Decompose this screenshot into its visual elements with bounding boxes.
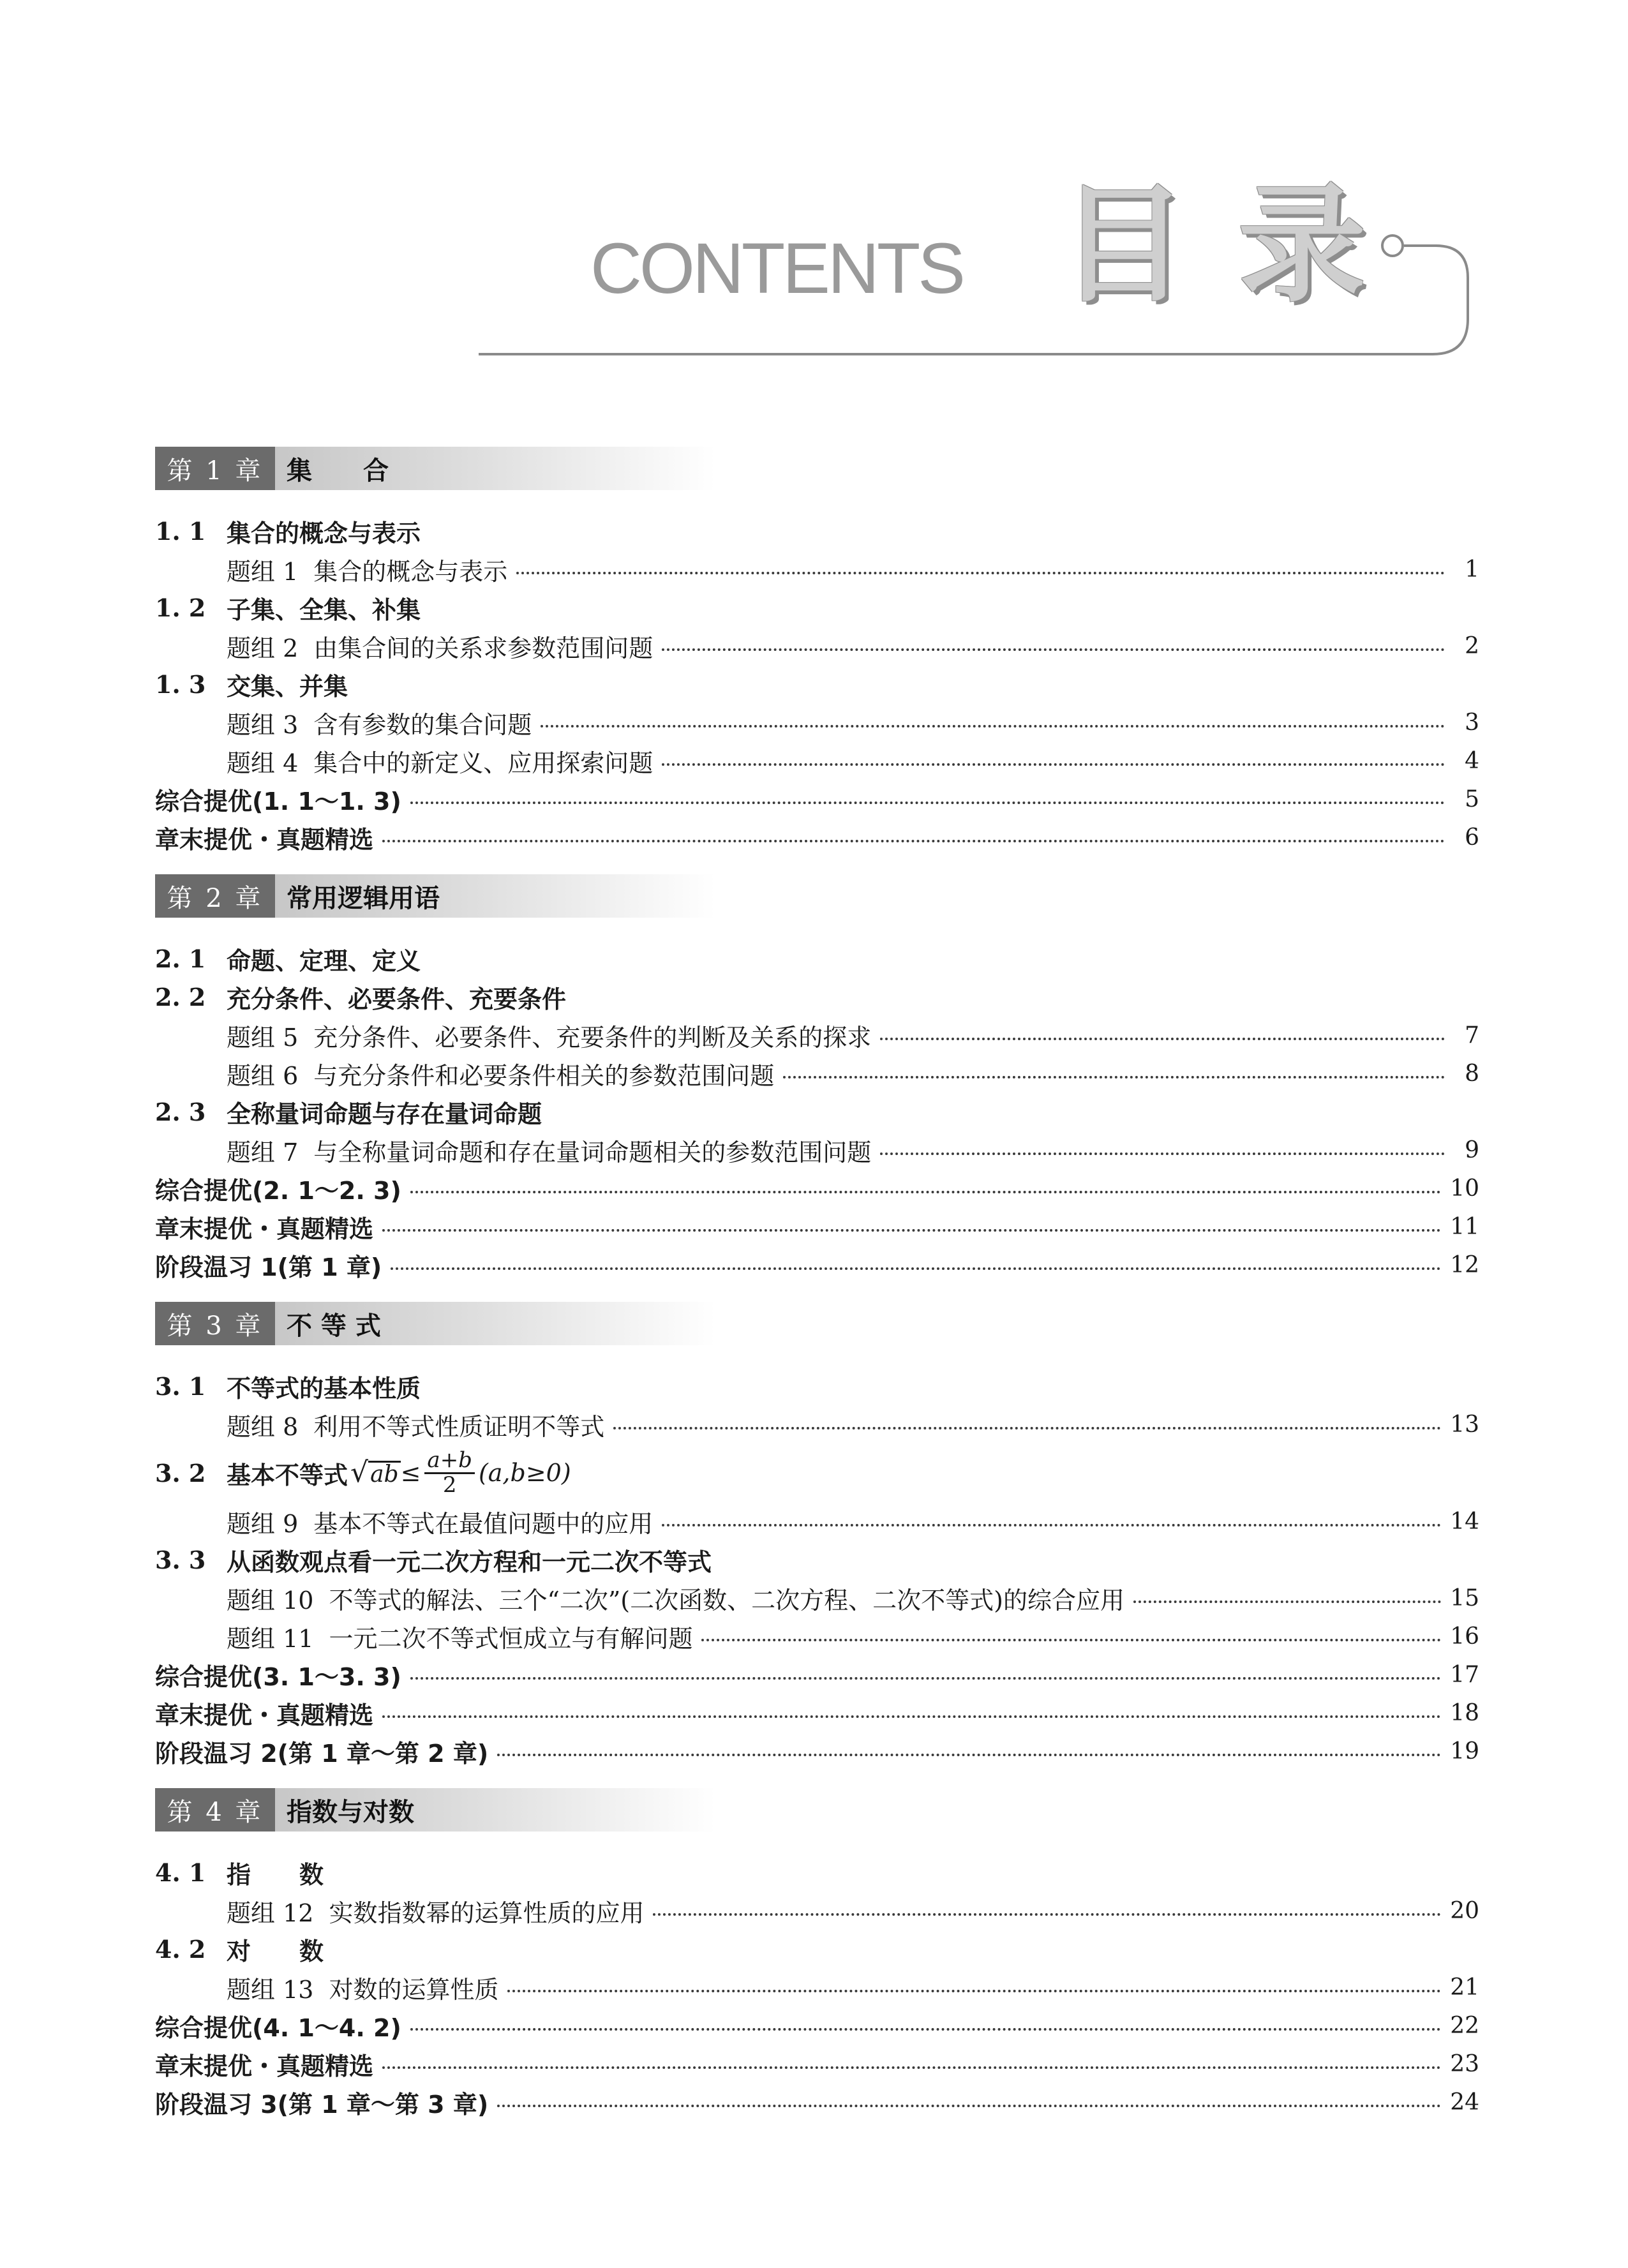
entry-title: 阶段温习 1(第 1 章)	[155, 1253, 382, 1281]
section-number: 2. 2	[155, 982, 206, 1011]
page-number: 23	[1450, 2050, 1479, 2077]
dot-leader	[382, 840, 1445, 842]
section-heading[interactable]	[155, 978, 1479, 1016]
chapter-spacer	[155, 1345, 1479, 1367]
toc-entry[interactable]	[155, 1131, 1479, 1169]
chapter-gap	[155, 1770, 1479, 1788]
group-number: 题组 7	[227, 1138, 299, 1167]
chapter-heading	[155, 874, 1479, 918]
entry-title: 集合中的新定义、应用探索问题	[313, 749, 653, 777]
toc-entry[interactable]	[155, 1968, 1479, 2006]
entry-title: 不等式的解法、三个“二次”(二次函数、二次方程、二次不等式)的综合应用	[329, 1586, 1124, 1615]
section-number: 4. 1	[155, 1858, 206, 1887]
dot-leader	[880, 1038, 1445, 1040]
page-number: 14	[1450, 1508, 1479, 1535]
toc-entry[interactable]	[155, 703, 1479, 742]
section-number: 3. 3	[155, 1545, 206, 1574]
page-number: 6	[1465, 824, 1479, 851]
toc-entry[interactable]	[155, 627, 1479, 665]
section-number: 4. 2	[155, 1934, 206, 1964]
chapter-title: 指数与对数	[275, 1788, 715, 1832]
toc-entry[interactable]	[155, 1054, 1479, 1093]
page-number: 13	[1450, 1411, 1479, 1438]
chapter-spacer	[155, 490, 1479, 512]
page-number: 18	[1450, 1699, 1479, 1726]
title-char-lu: 录	[1238, 171, 1366, 320]
section-heading[interactable]	[155, 1930, 1479, 1968]
fraction	[424, 1449, 475, 1496]
entry-title: 与全称量词命题和存在量词命题相关的参数范围问题	[313, 1138, 872, 1167]
entry-title: 章末提优・真题精选	[155, 1701, 374, 1729]
dot-leader	[1133, 1600, 1441, 1603]
page-number: 22	[1450, 2012, 1479, 2039]
chapter-spacer	[155, 1832, 1479, 1853]
dot-leader	[541, 725, 1445, 727]
group-number: 题组 9	[227, 1509, 299, 1538]
section-title: 全称量词命题与存在量词命题	[227, 1100, 542, 1128]
toc-entry[interactable]	[155, 1732, 1479, 1770]
group-number: 题组 3	[227, 710, 299, 739]
group-number: 题组 1	[227, 557, 299, 586]
group-number: 题组 4	[227, 749, 299, 777]
fraction-denominator: 2	[442, 1472, 457, 1498]
page-number: 19	[1450, 1738, 1479, 1764]
entry-title: 由集合间的关系求参数范围问题	[313, 634, 653, 662]
toc-entry[interactable]	[155, 780, 1479, 818]
toc-entry[interactable]	[155, 550, 1479, 588]
page-number: 4	[1465, 747, 1479, 774]
page-number: 3	[1465, 709, 1479, 736]
section-title: 对 数	[227, 1937, 324, 1966]
toc-entry[interactable]	[155, 1502, 1479, 1541]
sqrt-argument: ab	[368, 1461, 401, 1487]
toc-entry[interactable]	[155, 1655, 1479, 1694]
chapter-title: 常用逻辑用语	[275, 874, 715, 918]
dot-leader	[410, 1677, 1441, 1680]
entry-title: 章末提优・真题精选	[155, 1214, 374, 1243]
section-heading[interactable]	[155, 1093, 1479, 1131]
section-heading[interactable]	[155, 939, 1479, 978]
page-title	[1047, 171, 1404, 329]
section-number: 3. 1	[155, 1371, 206, 1401]
group-number: 题组 11	[227, 1624, 314, 1653]
chapter-title: 集 合	[275, 447, 715, 490]
entry-title: 综合提优(2. 1～2. 3)	[155, 1176, 401, 1205]
section-title: 指 数	[227, 1860, 324, 1889]
section-title: 不等式的基本性质	[227, 1374, 421, 1403]
section-title: 基本不等式	[227, 1461, 348, 1489]
chapter-heading	[155, 1788, 1479, 1832]
entry-title: 一元二次不等式恒成立与有解问题	[329, 1624, 693, 1653]
page-number: 7	[1465, 1022, 1479, 1048]
dot-leader	[507, 1990, 1441, 1992]
dot-leader	[391, 1267, 1441, 1270]
section-title: 命题、定理、定义	[227, 946, 421, 975]
entry-title: 阶段温习 2(第 1 章～第 2 章)	[155, 1739, 489, 1768]
toc-entry[interactable]	[155, 1579, 1479, 1617]
section-number: 2. 3	[155, 1097, 206, 1126]
page-number: 5	[1465, 786, 1479, 812]
section-title: 交集、并集	[227, 672, 348, 701]
section-heading[interactable]	[155, 1444, 1479, 1502]
formula-condition: (a,b≥0)	[478, 1459, 571, 1487]
contents-label: CONTENTS	[590, 228, 963, 308]
toc-entry[interactable]	[155, 1891, 1479, 1930]
sqrt-expression	[350, 1456, 401, 1489]
dot-leader	[701, 1639, 1441, 1641]
section-heading[interactable]	[155, 512, 1479, 550]
section-title: 集合的概念与表示	[227, 519, 421, 548]
chapter-gap	[155, 1284, 1479, 1302]
page-number: 16	[1450, 1623, 1479, 1650]
inequality-formula	[350, 1449, 571, 1496]
dot-leader	[410, 2028, 1441, 2031]
section-heading[interactable]	[155, 588, 1479, 627]
group-number: 题组 5	[227, 1023, 299, 1052]
group-number: 题组 8	[227, 1412, 299, 1441]
section-heading[interactable]	[155, 1853, 1479, 1891]
page-number: 12	[1450, 1251, 1479, 1278]
page-number: 15	[1450, 1585, 1479, 1611]
entry-title: 综合提优(3. 1～3. 3)	[155, 1662, 401, 1691]
section-number: 1. 3	[155, 669, 206, 699]
dot-leader	[653, 1913, 1441, 1916]
dot-leader	[410, 802, 1445, 804]
chapter-spacer	[155, 918, 1479, 939]
entry-title: 充分条件、必要条件、充要条件的判断及关系的探求	[313, 1023, 872, 1052]
page-number: 2	[1465, 632, 1479, 659]
toc-entry[interactable]	[155, 1016, 1479, 1054]
chapter-heading	[155, 1302, 1479, 1345]
entry-title: 章末提优・真题精选	[155, 825, 374, 854]
entry-title: 基本不等式在最值问题中的应用	[313, 1509, 653, 1538]
chapter-number: 第 3 章	[155, 1302, 275, 1345]
dot-leader	[497, 2105, 1441, 2107]
section-title: 充分条件、必要条件、充要条件	[227, 985, 567, 1013]
radical-sign: √	[350, 1456, 369, 1489]
page-number: 1	[1465, 556, 1479, 583]
page-number: 9	[1465, 1137, 1479, 1163]
page-number: 10	[1450, 1175, 1479, 1202]
entry-title: 阶段温习 3(第 1 章～第 3 章)	[155, 2090, 489, 2119]
section-number: 1. 1	[155, 516, 206, 546]
page-number: 24	[1450, 2089, 1479, 2115]
section-number: 1. 2	[155, 593, 206, 622]
chapter-number: 第 1 章	[155, 447, 275, 490]
group-number: 题组 10	[227, 1586, 314, 1615]
group-number: 题组 12	[227, 1899, 314, 1927]
group-number: 题组 6	[227, 1061, 299, 1090]
entry-title: 综合提优(4. 1～4. 2)	[155, 2013, 401, 2042]
page-number: 17	[1450, 1661, 1479, 1688]
page-number: 20	[1450, 1897, 1479, 1924]
group-number: 题组 13	[227, 1975, 314, 2004]
toc-entry[interactable]	[155, 2006, 1479, 2045]
toc-entry[interactable]	[155, 2045, 1479, 2083]
section-heading[interactable]	[155, 1367, 1479, 1405]
entry-title: 综合提优(1. 1～1. 3)	[155, 787, 401, 816]
header-hook	[1404, 246, 1468, 354]
toc-entry[interactable]	[155, 818, 1479, 856]
entry-title: 与充分条件和必要条件相关的参数范围问题	[313, 1061, 775, 1090]
page-number: 8	[1465, 1060, 1479, 1087]
dot-leader	[497, 1754, 1441, 1756]
dot-leader	[880, 1153, 1445, 1155]
section-heading[interactable]	[155, 665, 1479, 703]
toc-entry[interactable]	[155, 1405, 1479, 1444]
chapter-heading	[155, 447, 1479, 490]
dot-leader	[382, 1229, 1441, 1232]
toc-entry[interactable]	[155, 1246, 1479, 1284]
title-char-mu: 目	[1059, 171, 1188, 320]
entry-title: 对数的运算性质	[329, 1975, 499, 2004]
section-title: 子集、全集、补集	[227, 595, 421, 624]
dot-leader	[662, 648, 1445, 651]
dot-leader	[382, 2066, 1441, 2069]
toc-entry[interactable]	[155, 1694, 1479, 1732]
dot-leader	[382, 1715, 1441, 1718]
chapter-gap	[155, 856, 1479, 874]
toc-entry[interactable]	[155, 1207, 1479, 1246]
section-number: 3. 2	[155, 1458, 206, 1488]
section-title: 从函数观点看一元二次方程和一元二次不等式	[227, 1548, 712, 1576]
table-of-contents	[155, 447, 1479, 2121]
toc-entry[interactable]	[155, 1169, 1479, 1207]
page-header	[0, 0, 1628, 383]
dot-leader	[410, 1191, 1441, 1193]
entry-title: 利用不等式性质证明不等式	[313, 1412, 605, 1441]
dot-leader	[662, 763, 1445, 766]
chapter-title: 不 等 式	[275, 1302, 715, 1345]
toc-entry[interactable]	[155, 2083, 1479, 2121]
entry-title: 实数指数幂的运算性质的应用	[329, 1899, 645, 1927]
toc-entry[interactable]	[155, 1617, 1479, 1655]
entry-title: 含有参数的集合问题	[313, 710, 532, 739]
page-number: 21	[1450, 1974, 1479, 2001]
group-number: 题组 2	[227, 634, 299, 662]
fraction-numerator: a+b	[424, 1449, 475, 1474]
section-heading[interactable]	[155, 1541, 1479, 1579]
toc-entry[interactable]	[155, 742, 1479, 780]
dot-leader	[783, 1076, 1445, 1078]
page-number: 11	[1450, 1213, 1479, 1240]
entry-title: 章末提优・真题精选	[155, 2052, 374, 2080]
entry-title: 集合的概念与表示	[313, 557, 508, 586]
section-number: 2. 1	[155, 944, 206, 973]
chapter-number: 第 4 章	[155, 1788, 275, 1832]
dot-leader	[662, 1524, 1441, 1526]
dot-leader	[613, 1427, 1441, 1429]
chapter-number: 第 2 章	[155, 874, 275, 918]
dot-leader	[516, 572, 1445, 574]
relation-sign: ≤	[400, 1459, 421, 1487]
